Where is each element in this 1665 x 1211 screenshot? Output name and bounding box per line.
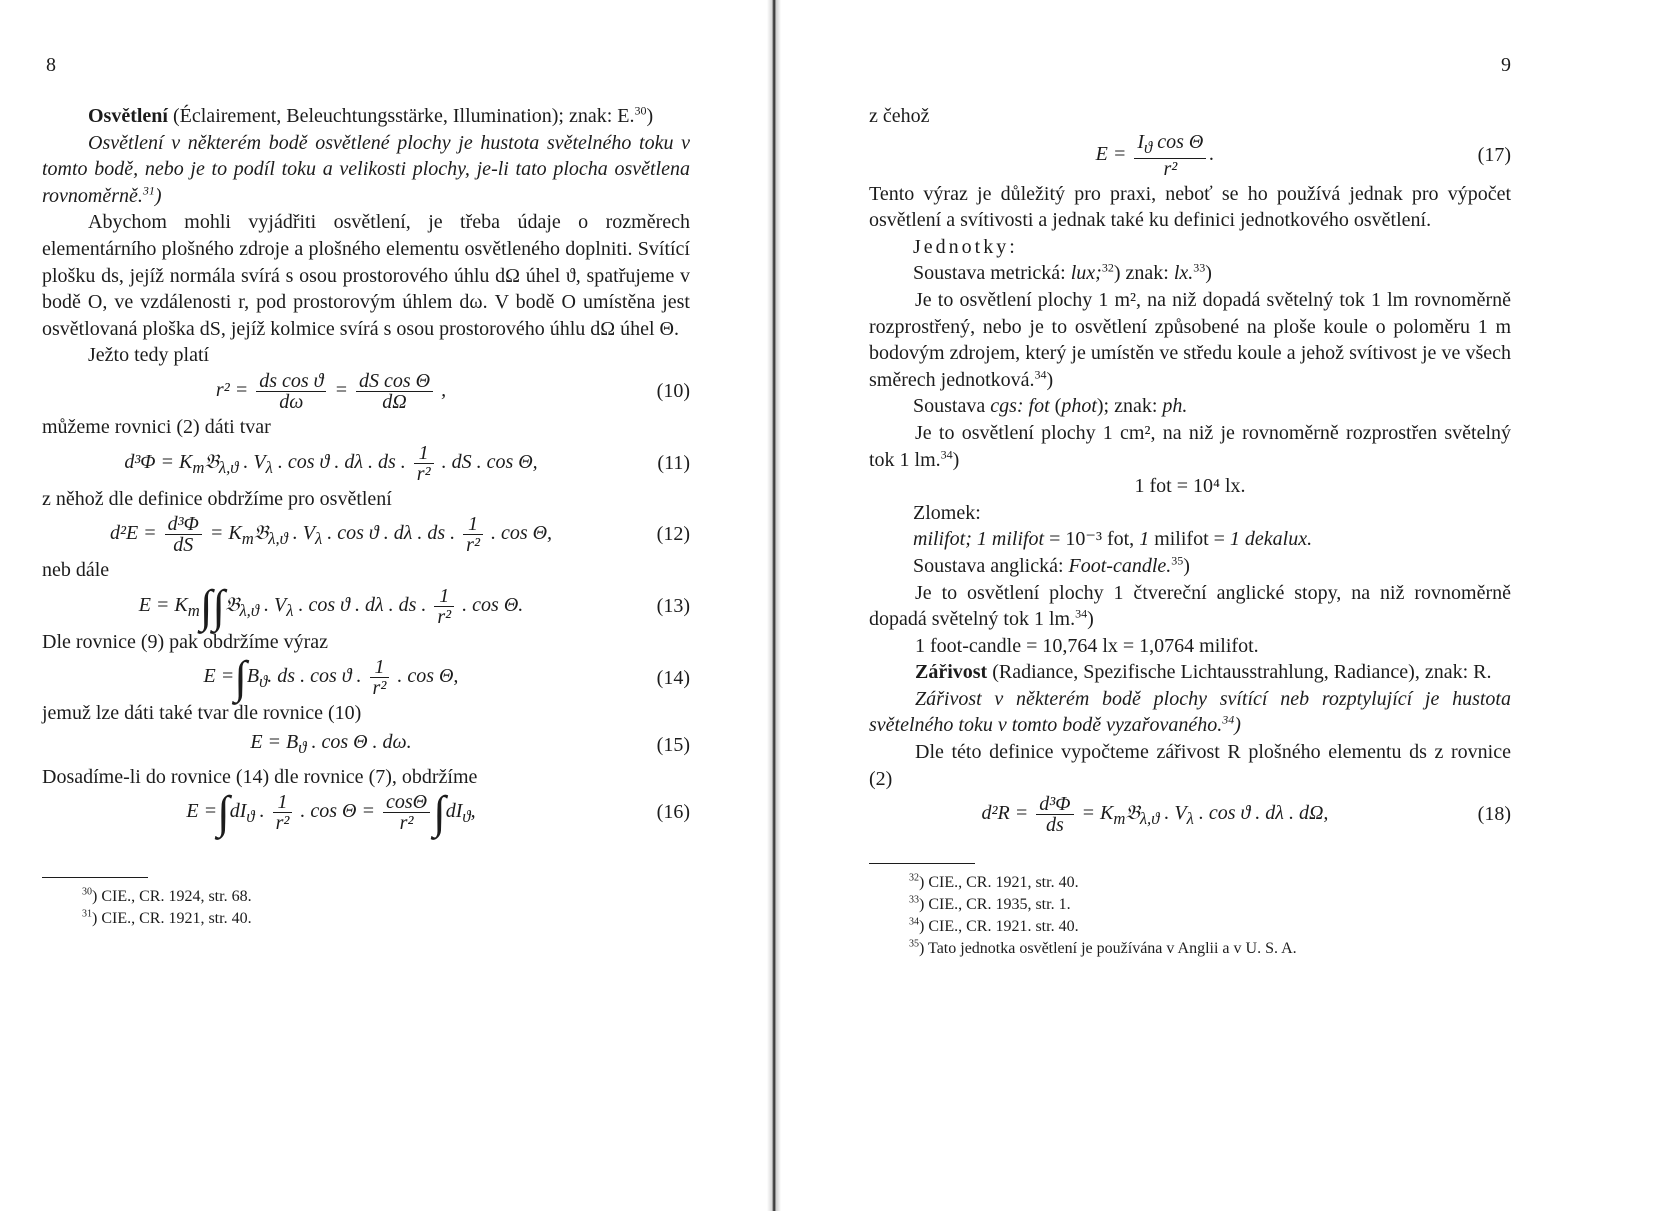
footnote-35: $^{35}$) Tato jednotka osvětlení je používána v Anglii a v U. S. A. [909, 938, 1297, 958]
page-number-left: 8 [46, 54, 56, 76]
equation-number: (18) [1477, 803, 1511, 826]
paragraph-jezto: Ježto tedy platí [88, 344, 210, 367]
left-page-content [42, 103, 690, 930]
footnote-ref: 34 [1222, 712, 1235, 727]
equation-number: (12) [656, 523, 690, 546]
integral-sign: ∫∫ [199, 580, 226, 632]
paragraph-jemuz: jemuž lze dáti také tvar dle rovnice (10) [42, 702, 362, 725]
footnote-34: $^{34}$) CIE., CR. 1921. str. 40. [909, 916, 1079, 936]
term-zarivost: Zářivost [915, 661, 988, 684]
footnote-ref: 30 [634, 103, 647, 118]
equation-17: E = $\frac{I_ϑ \cos \Theta}{\text{r²}}$ . (17) [1095, 130, 1511, 180]
equation-fot-lux: 1 fot = 10⁴ lx. [1134, 475, 1246, 498]
page-number-right: 9 [1501, 54, 1511, 76]
paragraph-milifot: milifot; 1 milifot = 10⁻³ fot, 1 milifot = 1 dekalux. [913, 528, 1313, 551]
equation-16: $E =\int dI_ϑ$ . $\frac{1}{\text{r²}}$ . cos Θ = $\frac{\cos\Theta}{\text{r²}}$ $\int dI_ϑ$, (16) [186, 786, 690, 838]
integral-sign: ∫ [217, 786, 230, 838]
footnote-30: $^{30}$) CIE., CR. 1924, str. 68. [82, 886, 252, 906]
footnote-ref: 32 [1101, 260, 1114, 275]
footnote-ref: 34 [1075, 606, 1088, 621]
paragraph-dle-teto-definice: Dle této definice vypočteme zářivost R plošného elementu ds z rovnice (2) [869, 741, 1511, 790]
paragraph-dosadime: Dosadíme-li do rovnice (14) dle rovnice (7), obdržíme [42, 765, 478, 788]
paragraph-fot-definition: Je to osvětlení plochy 1 cm², na niž je rovnoměrně rozprostřen světelný tok 1 lm.$^{34}$) [869, 421, 1511, 471]
left-page [42, 0, 690, 1211]
footnote-31: $^{31}$) CIE., CR. 1921, str. 40. [82, 908, 252, 928]
equation-10: r² = $\frac{\text{ds cos ϑ}}{d\omega}$ = $\frac{\text{dS cos Θ}}{d\Omega}$ , (10) [215, 369, 690, 413]
equation-number: (14) [656, 666, 690, 689]
integral-sign: ∫ [234, 651, 247, 703]
footnote-rule [869, 863, 975, 864]
footnote-ref: 34 [940, 446, 953, 461]
paragraph-foot-candle-definition: Je to osvětlení plochy 1 čtvereční anglické stopy, na niž rovnoměrně dopadá světelný tok 1 lm.$^{34}$) [869, 581, 1511, 631]
paragraph-z-cehoz: z čehož [869, 105, 930, 127]
equation-12: d²E = $\frac{\text{d³Φ}}{dS}$ = $K_m𝔅_{\lambda,ϑ}$ . $V_\lambda$ . cos ϑ . dλ . ds . $\frac{1}{\text{r²}}$ . cos Θ, (12) [109, 513, 690, 557]
equation-number: (15) [656, 733, 690, 756]
paragraph-soustava-anglicka: Soustava anglická: Foot-candle.$^{35}$) [913, 553, 1190, 577]
footnote-33: $^{33}$) CIE., CR. 1935, str. 1. [909, 894, 1071, 914]
equation-number: (17) [1477, 143, 1511, 166]
footnote-ref: 34 [1034, 367, 1047, 382]
equation-number: (10) [656, 380, 690, 403]
footnote-32: $^{32}$) CIE., CR. 1921, str. 40. [909, 872, 1079, 892]
right-page [869, 0, 1511, 1211]
equation-18: d²R = $\frac{\text{d³Φ}}{ds}$ = $K_m𝔅_{\lambda,ϑ}$ . $V_\lambda$ . cos ϑ . dλ . dΩ, (18) [981, 793, 1511, 837]
footnote-ref: 31 [142, 183, 155, 198]
paragraph-neb-dale: neb dále [42, 559, 110, 582]
paragraph-zlomek: Zlomek: [913, 501, 981, 524]
term-osvetleni: Osvětlení [88, 105, 168, 127]
paragraph-zarivost-title: Zářivost (Radiance, Spezifische Lichtausstrahlung, Radiance), znak: R. [915, 661, 1492, 684]
paragraph-tvar: můžeme rovnici (2) dáti tvar [42, 415, 271, 438]
footnote-ref: 33 [1193, 260, 1206, 275]
paragraph-soustava-cgs: Soustava cgs: fot (phot); znak: ph. [913, 395, 1188, 418]
paragraph-zarivost-definition: Zářivost v některém bodě plochy svítící neb rozptylující je hustota světelného toku v tomto bodě vyzařovaného.$^{34}$) [869, 687, 1511, 737]
equation-number: (13) [656, 594, 690, 617]
equation-11: $d^3\Phi = K_m𝔅_{\lambda,ϑ}$ . $V_\lambda$ . cos ϑ . dλ . ds . $\frac{1}{\text{r²}}$ . dS . cos Θ, (11) [124, 441, 690, 485]
heading-jednotky: Jednotky: [913, 235, 1018, 258]
equation-number: (16) [656, 801, 690, 824]
equation-15: $E = B_ϑ$ . cos Θ . dω. (15) [250, 730, 690, 757]
paragraph-osvetleni-title: Osvětlení (Éclairement, Beleuchtungsstärke, Illumination); znak: E.$^{30}$) [88, 103, 654, 127]
paragraph-lux-definition: Je to osvětlení plochy 1 m², na niž dopadá světelný tok 1 lm rovnoměrně rozprostřený, nebo je to osvětlení způsobené na ploše koule o poloměru 1 m bodovým zdrojem, který je umístěn ve středu koule a jehož svítivost je ve všech směrech jednotková.$^{34}$) [869, 288, 1511, 391]
footnote-rule [42, 877, 148, 878]
equation-number: (11) [657, 451, 690, 474]
integral-sign: ∫ [433, 786, 446, 838]
paragraph-soustava-metricka: Soustava metrická: lux;$^{32}$) znak: lx.$^{33}$) [913, 260, 1212, 285]
footnote-ref: 35 [1171, 553, 1184, 568]
paragraph-definice: z něhož dle definice obdržíme pro osvětlení [42, 487, 392, 510]
right-page-content [869, 103, 1511, 960]
book-gutter [767, 0, 781, 1211]
equation-13: $E = K_m\int\int 𝔅_{\lambda,ϑ}$ . $V_\lambda$ . cos ϑ . dλ . ds . $\frac{1}{\text{r²}}$ . cos Θ. (13) [138, 580, 690, 632]
paragraph-explanation: Abychom mohli vyjádřiti osvětlení, je třeba údaje o rozměrech elementárního plošného zdroje a plošného elementu osvětleného doplniti. Svítící plošku ds, jejíž normála svírá s osou prostorového úhlu dΩ úhel ϑ, spatřujeme v bodě O, ve vzdálenosti r, pod prostorovým úhlem dω. V bodě O umístěna jest osvětlovaná ploška dS, jejíž kolmice svírá s osou prostorového úhlu dΩ úhel Θ. [42, 211, 690, 340]
paragraph-rovnice-9: Dle rovnice (9) pak obdržíme výraz [42, 630, 328, 653]
paragraph-definition: Osvětlení v některém bodě osvětlené plochy je hustota světelného toku v tomto bodě, nebo je to podíl toku a velikosti plochy, je-li tato plocha osvětlena rovnoměrně.$^{31}$) [42, 131, 690, 207]
paragraph-foot-candle-value: 1 foot-candle = 10,764 lx = 1,0764 milifot. [915, 634, 1259, 657]
equation-14: $E =\int B_ϑ$. ds . cos ϑ . $\frac{1}{\text{r²}}$ . cos Θ, (14) [203, 651, 690, 703]
paragraph-tento-vyraz: Tento výraz je důležitý pro praxi, neboť se ho používá jednak pro výpočet osvětlení a svítivosti a jednak také ku definici jednotkového osvětlení. [869, 182, 1511, 232]
